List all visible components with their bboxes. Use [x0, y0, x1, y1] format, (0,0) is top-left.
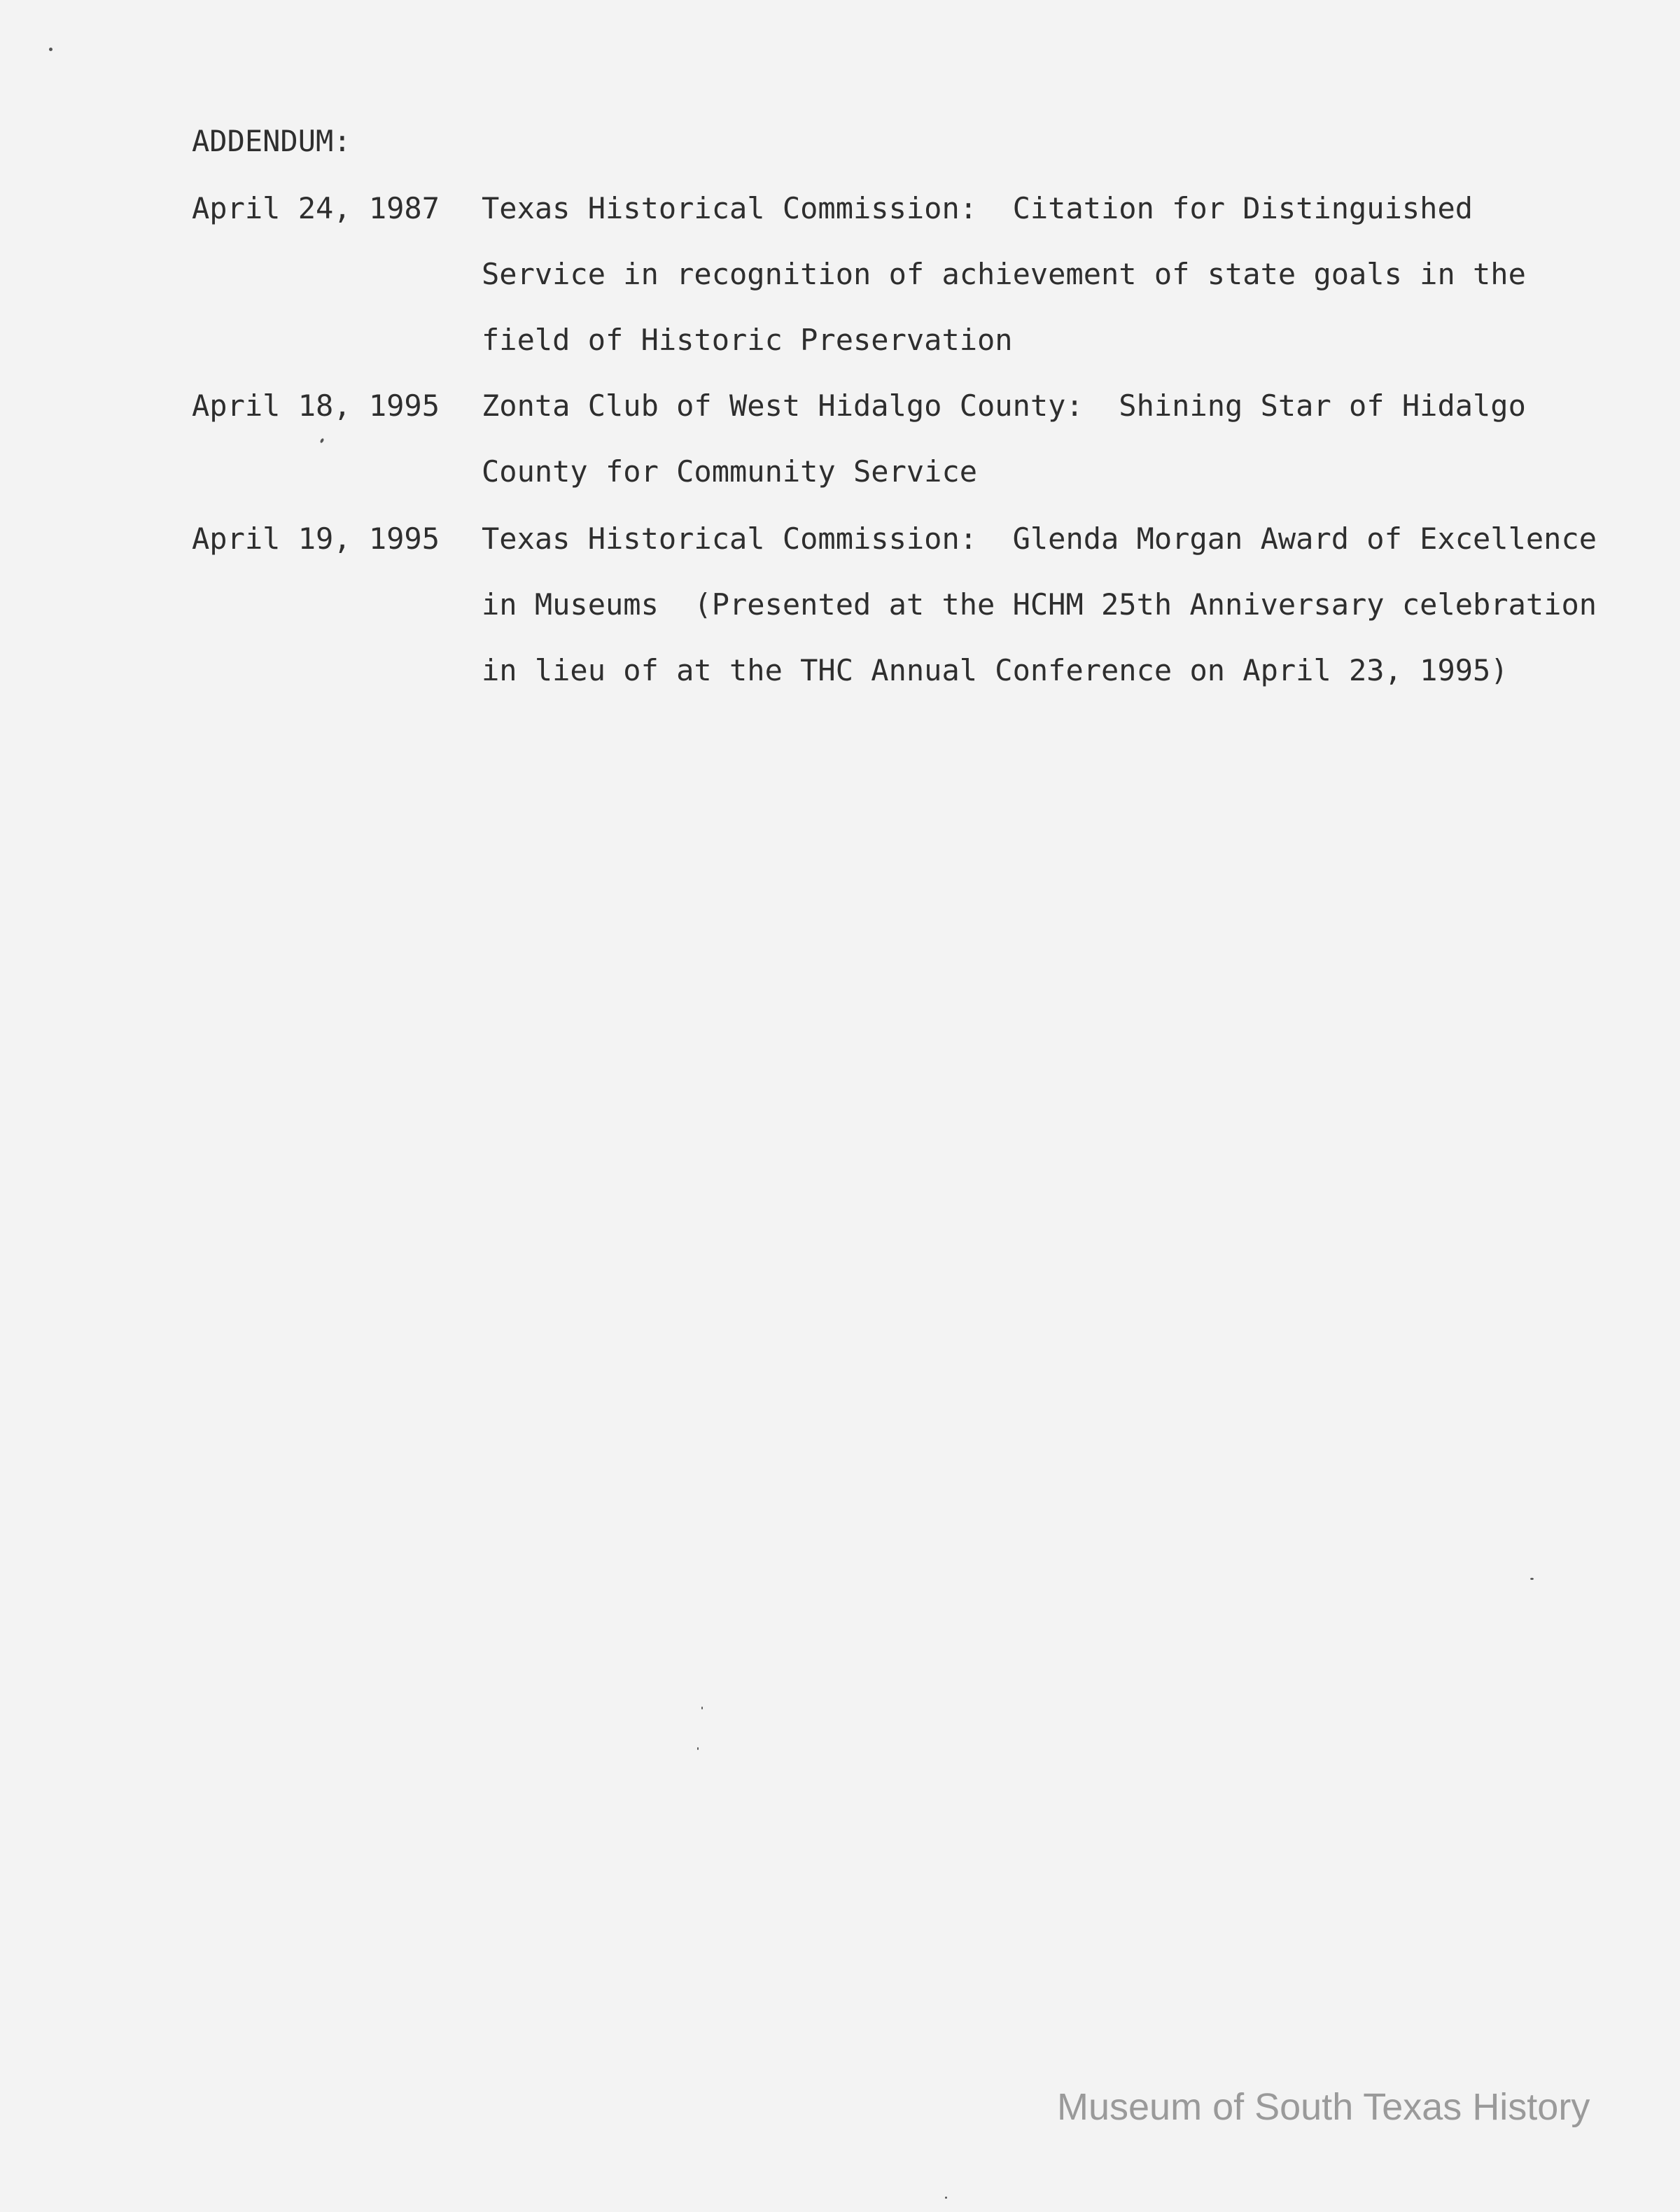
- entry-date: April 24, 1987: [192, 191, 440, 225]
- scan-speck: [697, 1747, 699, 1750]
- entry-line: in Museums (Presented at the HCHM 25th Anniversary celebration: [482, 587, 1597, 622]
- entry-line: Service in recognition of achievement of state goals in the: [482, 257, 1526, 291]
- entry-line: Texas Historical Commission: Citation for Distinguished: [482, 191, 1474, 225]
- entry-line: field of Historic Preservation: [482, 323, 1013, 357]
- entry-line: Zonta Club of West Hidalgo County: Shining Star of Hidalgo: [482, 388, 1526, 423]
- scan-speck: [1530, 1578, 1534, 1580]
- museum-watermark: Museum of South Texas History: [1057, 2086, 1590, 2128]
- scan-speck: [701, 1707, 703, 1709]
- document-heading: ADDENDUM:: [192, 124, 351, 158]
- scan-speck: [49, 48, 52, 51]
- entry-description: [482, 386, 1526, 518]
- entry-date: April 19, 1995: [192, 522, 440, 556]
- entry-description: [482, 189, 1526, 386]
- entry-line: Texas Historical Commission: Glenda Morgan Award of Excellence: [482, 522, 1597, 556]
- entry-description: [482, 519, 1597, 717]
- scan-speck: [320, 438, 325, 443]
- entry-date: April 18, 1995: [192, 388, 440, 423]
- scan-speck: [945, 2197, 947, 2199]
- entry-line: County for Community Service: [482, 454, 978, 489]
- entry-line: in lieu of at the THC Annual Conference on April 23, 1995): [482, 653, 1508, 687]
